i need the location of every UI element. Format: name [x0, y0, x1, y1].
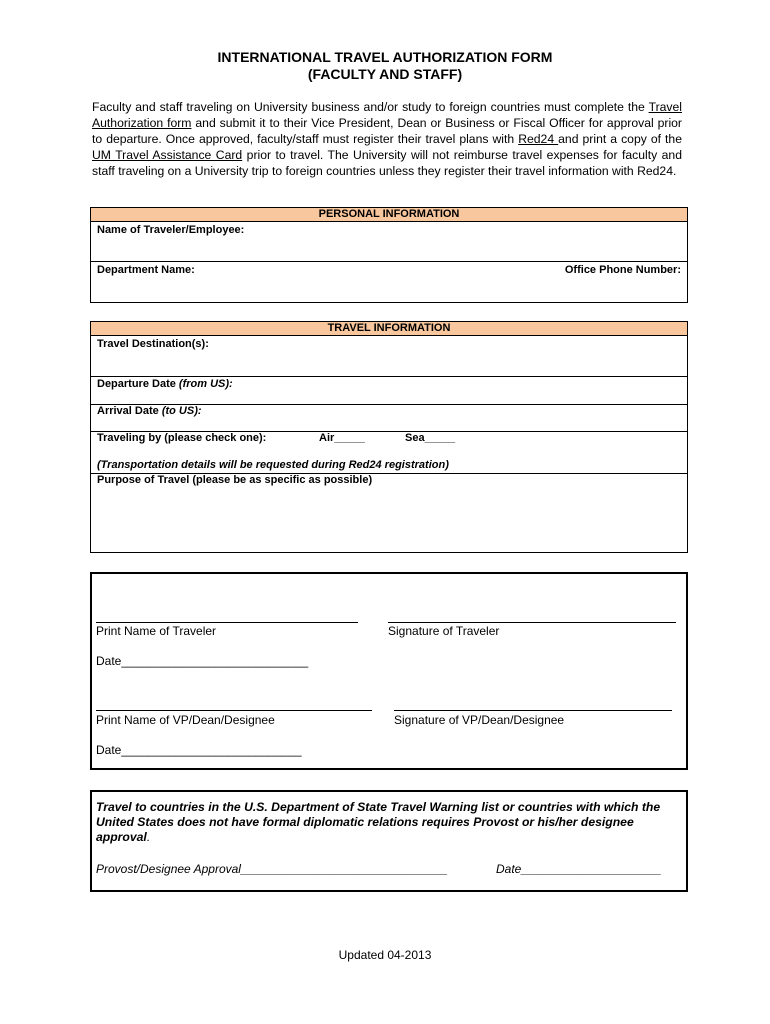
provost-approval-field[interactable]: Provost/Designee Approval_______________________________: [96, 862, 448, 876]
vp-date-field[interactable]: Date___________________________: [96, 743, 302, 757]
intro-text-2: and submit it to their Vice President, Dean or Business or Fiscal Officer for approval prior to departure. Once approved, faculty/staff must register their travel plans with: [92, 116, 682, 146]
traveler-date-field[interactable]: Date____________________________: [96, 654, 309, 668]
intro-paragraph: [92, 99, 682, 179]
travel-warning-notice: Travel to countries in the U.S. Department of State Travel Warning list or countries with which the United States does not have formal diplomatic relations requires Provost or his/her designee approval.: [96, 800, 661, 844]
provost-date-field[interactable]: Date_____________________: [496, 862, 662, 876]
travel-authorization-form-link[interactable]: Travel Authorization form: [92, 100, 682, 130]
intro-text-3: and print a copy of the: [558, 132, 682, 146]
travel-destinations-field[interactable]: [91, 336, 687, 377]
traveler-signature-line[interactable]: [388, 622, 676, 623]
departure-date-field[interactable]: [91, 377, 687, 405]
traveler-name-label: Name of Traveler/Employee:: [97, 224, 245, 236]
departure-date-label: Departure Date (from US):: [97, 378, 233, 390]
provost-approval-section: [90, 790, 688, 892]
purpose-of-travel-field[interactable]: [91, 474, 687, 552]
department-name-label[interactable]: Department Name:: [97, 264, 195, 276]
office-phone-label[interactable]: Office Phone Number:: [564, 264, 681, 276]
print-name-traveler-label: Print Name of Traveler: [96, 624, 217, 638]
form-subtitle: (FACULTY AND STAFF): [307, 66, 463, 82]
signature-section: [90, 572, 688, 770]
personal-information-heading: PERSONAL INFORMATION: [91, 208, 687, 222]
department-row: [91, 262, 687, 302]
purpose-of-travel-label: Purpose of Travel (please be as specific as possible): [97, 474, 373, 486]
travel-destinations-label: Travel Destination(s):: [97, 338, 209, 350]
air-option[interactable]: Air_____: [319, 432, 365, 444]
traveler-name-field[interactable]: [91, 222, 687, 262]
red24-link[interactable]: Red24: [518, 132, 559, 146]
traveling-by-row: [91, 432, 687, 474]
intro-text-4: prior to travel. The University will not reimburse travel expenses for faculty and staff traveling on a University trip to foreign countries unless they register their travel information with Red24.: [92, 148, 682, 178]
vp-name-line[interactable]: [96, 710, 372, 711]
signature-traveler-label: Signature of Traveler: [388, 624, 500, 638]
travel-information-heading: TRAVEL INFORMATION: [91, 322, 687, 336]
travel-information-section: [90, 321, 688, 553]
signature-vp-label: Signature of VP/Dean/Designee: [394, 713, 565, 727]
travel-assistance-card-link[interactable]: UM Travel Assistance Card: [92, 148, 243, 162]
print-name-vp-label: Print Name of VP/Dean/Designee: [96, 713, 275, 727]
traveler-name-line[interactable]: [96, 622, 358, 623]
transportation-note: (Transportation details will be requested during Red24 registration): [97, 459, 449, 471]
updated-date: Updated 04-2013: [338, 948, 432, 962]
sea-option[interactable]: Sea_____: [405, 432, 456, 444]
traveling-by-label: Traveling by (please check one):: [97, 432, 267, 444]
arrival-date-field[interactable]: [91, 405, 687, 432]
arrival-date-label: Arrival Date (to US):: [97, 405, 202, 417]
vp-signature-line[interactable]: [394, 710, 672, 711]
intro-text-1: Faculty and staff traveling on University business and/or study to foreign countries must complete the: [92, 100, 649, 114]
personal-information-section: [90, 207, 688, 303]
form-title: INTERNATIONAL TRAVEL AUTHORIZATION FORM: [217, 49, 553, 65]
